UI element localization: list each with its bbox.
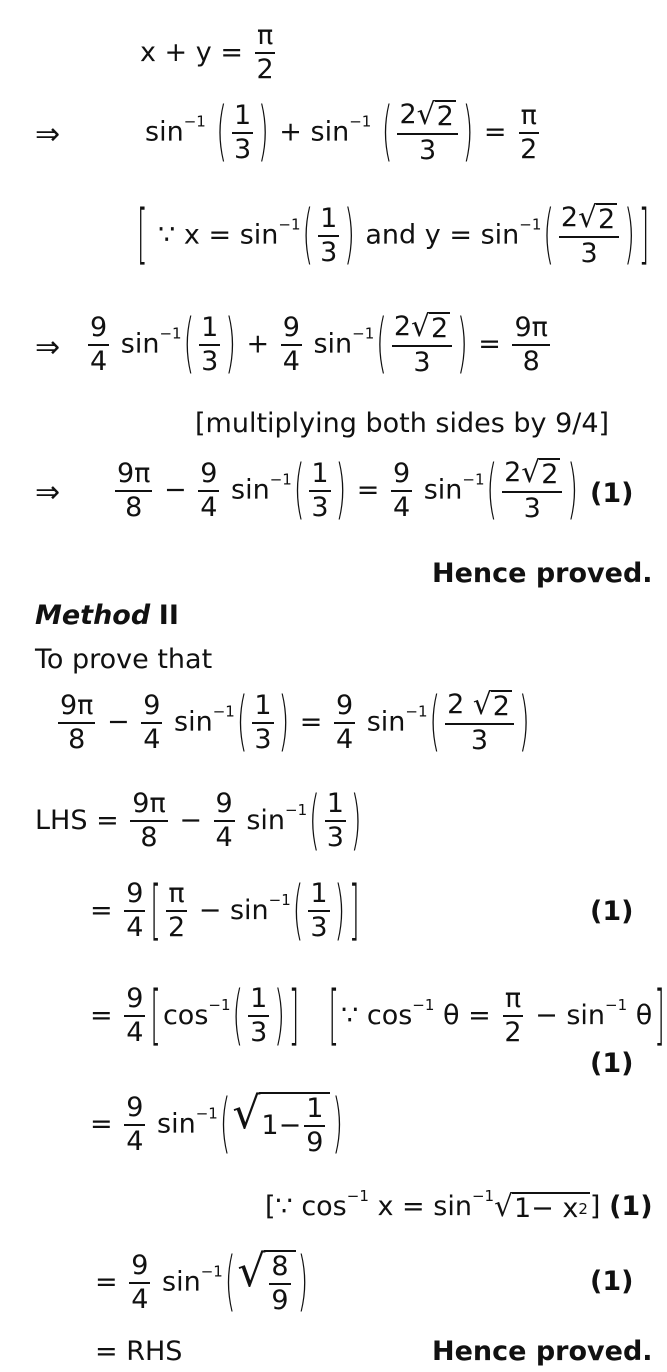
- equals: =: [299, 706, 323, 738]
- rhs-final: = RHS: [95, 1336, 183, 1367]
- paren: (: [302, 198, 314, 274]
- two-root-two-over-three: [392, 309, 452, 379]
- one-third: [199, 311, 220, 377]
- sqrt: √ $\frac{8}{9}$: [237, 1250, 295, 1316]
- equals: =: [90, 1108, 113, 1140]
- marks-badge: (1): [590, 1266, 634, 1297]
- nine-fourths: [88, 311, 109, 377]
- x: x: [562, 1193, 579, 1224]
- denominator: 3: [254, 723, 272, 755]
- denominator: 2: [520, 133, 538, 165]
- nine-fourths: [334, 689, 355, 755]
- numerator: 9: [198, 460, 219, 492]
- sin-text: sin: [239, 219, 279, 251]
- marks-badge: (1): [590, 478, 634, 509]
- bracket: [: [150, 874, 161, 949]
- paren: (: [429, 685, 441, 761]
- inverse-exp: −1: [519, 215, 542, 234]
- and-word: and: [365, 219, 417, 251]
- inverse-exp: −1: [405, 702, 428, 721]
- two-root-two-over-three: [502, 455, 562, 525]
- step-sqrt-eight-ninths: [95, 1245, 310, 1321]
- paren: ): [334, 874, 346, 949]
- radicand: 2: [436, 101, 454, 132]
- two-root-two-over-three: [559, 200, 619, 270]
- equals: =: [90, 894, 113, 926]
- denominator: 4: [131, 1283, 149, 1315]
- numerator: π: [255, 22, 275, 54]
- inverse-exp: −1: [278, 215, 301, 234]
- numerator: 1: [199, 314, 220, 346]
- equals: =: [483, 116, 507, 148]
- denominator: 3: [310, 912, 328, 944]
- one-third: [248, 985, 269, 1048]
- sqrt: √ 2: [416, 97, 454, 132]
- pi-over-2: [502, 985, 523, 1048]
- y-eq: y =: [424, 219, 472, 251]
- inverse-exp: −1: [346, 1187, 369, 1206]
- x-eq: x =: [377, 1191, 425, 1223]
- paren: ): [624, 198, 635, 274]
- one-minus: 1−: [513, 1193, 554, 1224]
- coef: 2: [560, 202, 579, 234]
- paren: ): [258, 95, 269, 171]
- theta: θ: [635, 999, 653, 1031]
- paren: ): [274, 979, 285, 1054]
- numerator: 9: [141, 692, 162, 724]
- one-third: [318, 202, 339, 268]
- sqrt: √ 2: [578, 200, 616, 235]
- inverse-exp: −1: [212, 702, 235, 721]
- paren: ): [457, 307, 468, 383]
- denominator: 8: [140, 822, 158, 854]
- numerator: π: [519, 102, 539, 134]
- numerator: 8: [269, 1253, 290, 1285]
- sin-text: sin: [231, 474, 270, 506]
- denominator: 8: [125, 491, 143, 523]
- marks-badge: (1): [609, 1191, 653, 1223]
- bracket-note-xy: [135, 198, 651, 274]
- inverse-exp: −1: [159, 324, 182, 343]
- denominator: 3: [320, 236, 338, 268]
- numerator: 1: [252, 692, 273, 724]
- coef: 2: [447, 689, 465, 721]
- paren: (: [293, 453, 305, 529]
- coef: 2: [399, 99, 417, 131]
- paren: ): [332, 1087, 343, 1163]
- denominator: 3: [419, 135, 437, 167]
- radicand: 2: [598, 204, 616, 235]
- numerator: 9: [391, 460, 412, 492]
- numerator: π: [166, 880, 186, 912]
- denominator: 4: [282, 345, 300, 377]
- denominator: 4: [215, 822, 233, 854]
- equals: =: [478, 328, 501, 360]
- paren: (: [232, 979, 244, 1054]
- denominator: 2: [504, 1017, 522, 1049]
- bracket: ]: [638, 198, 650, 274]
- sin-text: sin: [480, 219, 520, 251]
- paren: (: [381, 95, 393, 171]
- numerator: 1: [309, 460, 330, 492]
- pi-over-2: [255, 22, 276, 85]
- denominator: 9: [306, 1127, 324, 1159]
- paren: (: [309, 784, 320, 859]
- coef: 2: [393, 311, 412, 343]
- minus: −: [179, 804, 202, 836]
- eq-multiplied: [85, 307, 553, 383]
- cos-text: cos: [162, 999, 209, 1031]
- denominator: 2: [256, 54, 274, 86]
- numerator: 9: [334, 692, 355, 724]
- to-prove-text: To prove that: [35, 644, 213, 675]
- close-bracket: ]: [589, 1191, 601, 1223]
- eq-x-plus-y: [140, 22, 279, 85]
- marks-badge: (1): [590, 1048, 634, 1079]
- denominator: 3: [233, 133, 252, 165]
- inverse-exp: −1: [471, 1187, 495, 1206]
- step-sqrt-one-minus: [90, 1087, 345, 1163]
- sqrt: √ 1− $\frac{1}{9}$: [232, 1092, 330, 1158]
- inverse-exp: −1: [268, 890, 291, 909]
- nine-fourths: [124, 880, 145, 943]
- hence-proved-1: Hence proved.: [432, 558, 653, 589]
- numerator: 1: [308, 880, 329, 912]
- denominator: 4: [90, 345, 108, 377]
- nine-fourths: [281, 311, 302, 377]
- bracket: ]: [288, 979, 300, 1054]
- sin-text: sin: [313, 328, 353, 360]
- two-root-two-over-three: [445, 687, 514, 757]
- sqrt: √ 1− x 2: [494, 1189, 588, 1224]
- numerator: 9: [88, 314, 109, 346]
- pi-over-2: [518, 99, 539, 165]
- denominator: 3: [311, 491, 329, 523]
- sin-text: sin: [174, 706, 213, 738]
- eight-ninths: [269, 1253, 290, 1316]
- inverse-exp: −1: [200, 1262, 223, 1281]
- denominator: 8: [68, 723, 86, 755]
- nine-fourths: [214, 790, 235, 853]
- sin-text: sin: [157, 1108, 196, 1140]
- eq-sin-sum: [145, 95, 542, 171]
- minus: −: [107, 706, 130, 738]
- denominator: 9: [271, 1285, 289, 1317]
- one-third: [232, 99, 253, 165]
- paren: ): [225, 307, 236, 383]
- minus: −: [535, 999, 558, 1031]
- step-cos: [90, 979, 667, 1054]
- minus: −: [198, 894, 222, 926]
- inverse-exp: −1: [195, 1104, 218, 1123]
- paren: (: [224, 1245, 236, 1321]
- paren: ): [567, 453, 578, 529]
- because-symbol: ∵: [158, 219, 176, 251]
- sin-text: sin: [162, 1266, 201, 1298]
- denominator: 3: [580, 238, 598, 270]
- inverse-exp: −1: [183, 112, 206, 131]
- radicand: 2: [541, 459, 559, 490]
- inverse-exp: −1: [412, 995, 435, 1014]
- numerator: 1: [318, 205, 339, 237]
- numerator: [502, 455, 562, 493]
- inverse-exp: −1: [269, 470, 292, 489]
- paren: ): [297, 1245, 309, 1321]
- paren: (: [292, 874, 304, 949]
- paren: ): [462, 95, 474, 171]
- equals: =: [468, 999, 491, 1031]
- paren: ): [350, 784, 362, 859]
- eq-text: x + y =: [140, 36, 243, 68]
- sqrt: √ 2: [521, 455, 559, 490]
- numerator: 1: [248, 985, 269, 1017]
- method-word: Method: [35, 600, 151, 631]
- radicand: 2: [492, 691, 510, 722]
- inverse-exp: −1: [605, 995, 628, 1014]
- inverse-exp: −1: [208, 995, 231, 1014]
- sin-text: sin: [433, 1191, 472, 1223]
- plus: +: [279, 116, 302, 148]
- nine-pi-over-8: [58, 689, 95, 755]
- sin-text: sin: [120, 328, 160, 360]
- statement-eq: [55, 685, 532, 761]
- nine-fourths: [141, 689, 162, 755]
- hence-proved-2: Hence proved.: [432, 1336, 653, 1367]
- sin-text: sin: [145, 116, 184, 148]
- one-third: [252, 689, 273, 755]
- radicand: 1− x 2: [513, 1193, 588, 1224]
- nine-fourths: [198, 457, 219, 523]
- denominator: 3: [413, 347, 431, 379]
- inverse-exp: −1: [352, 324, 375, 343]
- numerator: 1: [304, 1095, 325, 1127]
- because-symbol: [∵: [265, 1191, 293, 1223]
- cos-text: cos: [366, 999, 413, 1031]
- nine-fourths: [124, 1091, 145, 1157]
- numerator: [397, 97, 457, 135]
- one-ninth: [304, 1095, 325, 1158]
- note-multiplying: [multiplying both sides by 9/4]: [195, 408, 610, 439]
- sqrt: √ 2: [411, 309, 449, 344]
- coef: 2: [504, 457, 522, 489]
- radicand: [264, 1250, 295, 1316]
- paren: ): [278, 685, 290, 761]
- one-third: [309, 457, 330, 523]
- inverse-exp: −1: [462, 470, 485, 489]
- denominator: 2: [167, 912, 186, 944]
- one-third: [325, 790, 346, 853]
- because-symbol: ∵: [341, 999, 359, 1031]
- radicand: 2: [430, 313, 449, 344]
- numerator: [445, 687, 514, 725]
- two-root-two-over-three: [397, 97, 457, 167]
- nine-fourths: [129, 1249, 150, 1315]
- sqrt: √ 2: [472, 687, 510, 722]
- one-minus: 1−: [261, 1110, 302, 1142]
- denominator: 4: [126, 1125, 144, 1157]
- numerator: 1: [232, 102, 253, 134]
- equals: =: [95, 1266, 118, 1298]
- numerator: [559, 200, 619, 238]
- paren: (: [486, 453, 498, 529]
- theta: θ: [443, 999, 460, 1031]
- pi-over-2: [166, 880, 187, 943]
- bracket: [: [137, 198, 148, 274]
- implies-arrow-3: ⇒: [35, 475, 61, 510]
- marks-badge: (1): [590, 896, 634, 927]
- nine-fourths: [391, 457, 412, 523]
- sin-text: sin: [246, 804, 286, 836]
- paren: ): [335, 453, 347, 529]
- numerator: 9π: [512, 314, 549, 346]
- bracket: ]: [654, 979, 665, 1054]
- eq-rearranged: [112, 453, 580, 529]
- denominator: 4: [126, 912, 144, 944]
- denominator: 3: [326, 822, 344, 854]
- sin-text: sin: [229, 894, 269, 926]
- paren: (: [183, 307, 195, 383]
- numerator: 9: [124, 880, 145, 912]
- paren: (: [376, 307, 387, 383]
- sin-text: sin: [366, 706, 406, 738]
- numerator: 9π: [130, 790, 167, 822]
- minus: −: [164, 474, 187, 506]
- denominator: 4: [335, 723, 354, 755]
- cos-text: cos: [301, 1191, 347, 1223]
- method-heading: [35, 602, 179, 629]
- equals: =: [90, 999, 113, 1031]
- nine-pi-over-8: [512, 311, 549, 377]
- denominator: 4: [126, 1017, 144, 1049]
- step-bracket-pi: [90, 874, 362, 949]
- nine-pi-over-8: [115, 457, 152, 523]
- lhs-line: [35, 784, 363, 859]
- bracket: [: [328, 979, 340, 1054]
- denominator: 4: [143, 723, 161, 755]
- paren: ): [518, 685, 530, 761]
- denominator: 3: [250, 1017, 268, 1049]
- numerator: 9: [281, 314, 302, 346]
- paren: (: [236, 685, 248, 761]
- identity-note: [265, 1187, 653, 1224]
- bracket: [: [150, 979, 161, 1054]
- numerator: 9π: [58, 692, 95, 724]
- numerator: 9π: [115, 460, 152, 492]
- numerator: 9: [124, 985, 145, 1017]
- x-eq: x =: [183, 219, 232, 251]
- lhs-label: LHS =: [35, 804, 119, 836]
- sin-text: sin: [566, 999, 606, 1031]
- radicand: [259, 1092, 330, 1158]
- denominator: 3: [201, 345, 219, 377]
- one-third: [308, 880, 329, 943]
- nine-fourths: [124, 985, 145, 1048]
- equals: =: [356, 474, 380, 506]
- plus: +: [246, 328, 270, 360]
- paren: (: [543, 198, 554, 274]
- bracket: ]: [349, 874, 360, 949]
- numerator: 9: [214, 790, 235, 822]
- nine-pi-over-8: [130, 790, 167, 853]
- denominator: 4: [392, 491, 411, 523]
- paren: (: [216, 95, 227, 171]
- numerator: 9: [124, 1094, 145, 1126]
- numerator: π: [503, 985, 523, 1017]
- sin-text: sin: [423, 474, 463, 506]
- numerator: 1: [325, 790, 346, 822]
- implies-arrow-2: ⇒: [35, 330, 61, 365]
- inverse-exp: −1: [285, 800, 308, 819]
- denominator: 8: [522, 345, 540, 377]
- denominator: 3: [470, 725, 489, 757]
- paren: ): [344, 198, 355, 274]
- paren: (: [219, 1087, 231, 1163]
- inverse-exp: −1: [349, 112, 372, 131]
- implies-arrow-1: ⇒: [35, 117, 61, 152]
- numerator: [392, 309, 452, 347]
- numerator: 9: [129, 1252, 150, 1284]
- sin-text: sin: [310, 116, 350, 148]
- denominator: 4: [200, 491, 218, 523]
- method-number: II: [158, 600, 179, 631]
- denominator: 3: [523, 493, 541, 525]
